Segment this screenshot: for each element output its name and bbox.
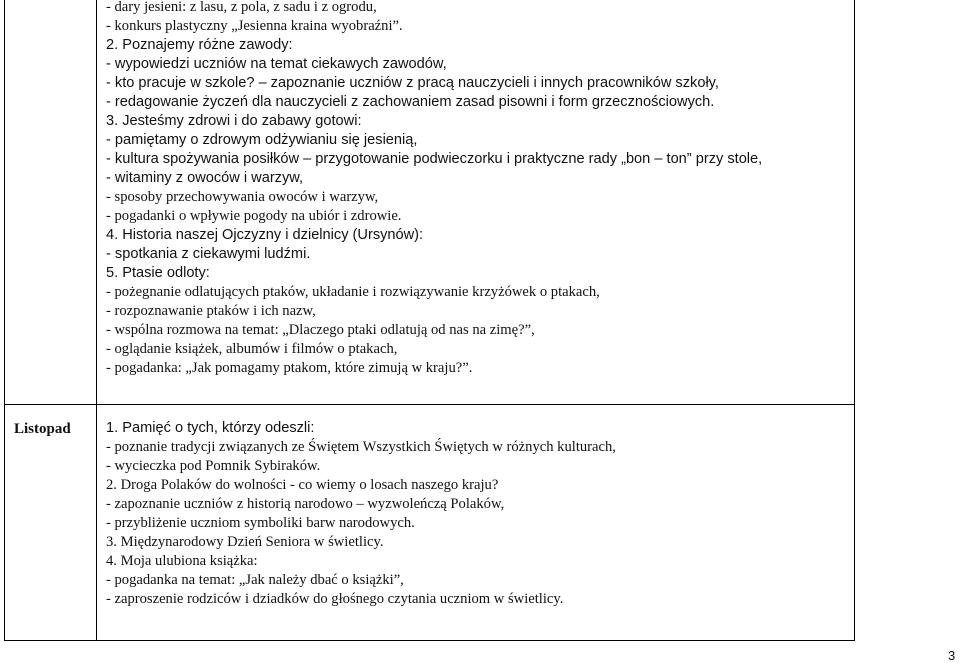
month-label-listopad: Listopad [14,421,71,437]
row1-line-6: - redagowanie życzeń dla nauczycieli z zachowaniem zasad pisowni i form grzecznościowych. [106,94,715,110]
row1-line-4: - wypowiedzi uczniów na temat ciekawych zawodów, [106,56,447,72]
row1-line-20: - pogadanka: „Jak pomagamy ptakom, które zimują w kraju?”. [106,360,473,376]
row1-line-14: - spotkania z ciekawymi ludźmi. [106,246,311,262]
row2-line-1: 1. Pamięć o tych, którzy odeszli: [106,420,315,436]
row-divider [4,404,855,405]
table-border-bottom [4,640,855,641]
row2-line-9: - pogadanka na temat: „Jak należy dbać o książki”, [106,572,404,588]
row1-line-11: - sposoby przechowywania owoców i warzyw, [106,189,379,205]
row1-line-17: - rozpoznawanie ptaków i ich nazw, [106,303,316,319]
row2-line-6: - przybliżenie uczniom symboliki barw narodowych. [106,515,415,531]
table-border-left [4,0,5,641]
row2-line-2: - poznanie tradycji związanych ze Świętem Wszystkich Świętych w różnych kulturach, [106,439,616,455]
row1-line-13: 4. Historia naszej Ojczyzny i dzielnicy (Ursynów): [106,227,424,243]
row1-line-12: - pogadanki o wpływie pogody na ubiór i zdrowie. [106,208,402,224]
table-border-right [854,0,855,641]
row2-line-8: 4. Moja ulubiona książka: [106,553,258,569]
row2-line-10: - zaproszenie rodziców i dziadków do głośnego czytania uczniom w świetlicy. [106,591,564,607]
row2-line-7: 3. Międzynarodowy Dzień Seniora w świetlicy. [106,534,384,550]
row2-content [106,419,846,609]
row1-line-7: 3. Jesteśmy zdrowi i do zabawy gotowi: [106,113,362,129]
row1-content [106,0,846,378]
row1-line-19: - oglądanie książek, albumów i filmów o ptakach, [106,341,398,357]
table-column-divider [96,0,97,641]
row1-line-9: - kultura spożywania posiłków – przygotowanie podwieczorku i praktyczne rady „bon – ton” przy stole, [106,151,763,167]
row2-line-3: - wycieczka pod Pomnik Sybiraków. [106,458,321,474]
row2-line-4: 2. Droga Polaków do wolności - co wiemy o losach naszego kraju? [106,477,499,493]
row1-line-15: 5. Ptasie odloty: [106,265,210,281]
page-number: 3 [948,648,956,663]
row1-line-5: - kto pracuje w szkole? – zapoznanie uczniów z pracą nauczycieli i innych pracowników szkoły, [106,75,719,91]
row2-line-5: - zapoznanie uczniów z historią narodowo – wyzwoleńczą Polaków, [106,496,505,512]
row1-line-8: - pamiętamy o zdrowym odżywianiu się jesienią, [106,132,418,148]
row1-line-18: - wspólna rozmowa na temat: „Dlaczego ptaki odlatują od nas na zimę?”, [106,322,535,338]
row1-line-1: - dary jesieni: z lasu, z pola, z sadu i z ogrodu, [106,0,377,15]
row1-line-10: - witaminy z owoców i warzyw, [106,170,304,186]
row1-line-2: - konkurs plastyczny „Jesienna kraina wyobraźni”. [106,18,403,34]
row1-line-3: 2. Poznajemy różne zawody: [106,37,293,53]
row1-line-16: - pożegnanie odlatujących ptaków, układanie i rozwiązywanie krzyżówek o ptakach, [106,284,600,300]
